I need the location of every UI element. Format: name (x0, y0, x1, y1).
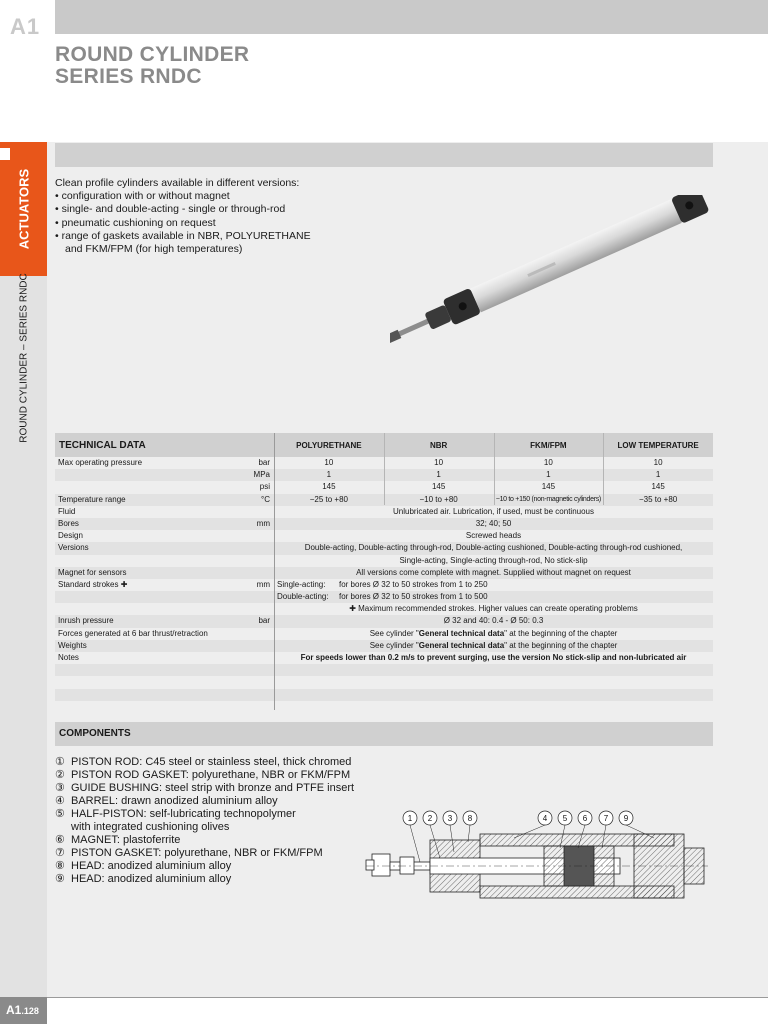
side-subtitle: ROUND CYLINDER – SERIES RNDC (18, 273, 30, 443)
cylinder-section-drawing (364, 808, 716, 912)
component-item: ⑨ HEAD: anodized aluminium alloy (55, 873, 232, 885)
table-row: Double-acting: for bores Ø 32 to 50 strokes from 1 to 500 (55, 591, 713, 603)
page-code: A1 (6, 1003, 22, 1017)
component-item: ⑦ PISTON GASKET: polyurethane, NBR or FKM/FPM (55, 847, 323, 859)
table-row (55, 689, 713, 701)
section-code: A1 (10, 14, 41, 39)
column-header: FKM/FPM (530, 440, 567, 450)
callout-label: 1 (407, 814, 413, 823)
table-row (55, 676, 713, 688)
component-item: ⑤ HALF-PISTON: self-lubricating technopolymer (55, 808, 296, 820)
callout-label: 7 (603, 814, 609, 823)
intro-bullet: • single- and double-acting - single or through-rod (55, 203, 286, 216)
intro-text (55, 177, 315, 256)
table-row: Max operating pressure bar 10 10 10 10 (58, 458, 663, 467)
components-list (55, 756, 355, 886)
table-row: Temperature range °C −25 to +80 −10 to +80 −10 to +150 (non-magnetic cylinders) −35 to +80 (55, 494, 713, 506)
callout-label: 2 (427, 814, 433, 823)
callout-label: 9 (623, 814, 629, 823)
page-title (55, 44, 249, 88)
intro-bullet: • range of gaskets available in NBR, POLYURETHANE and FKM/FPM (for high temperatures) (55, 229, 311, 256)
component-item: ② PISTON ROD GASKET: polyurethane, NBR or FKM/FPM (55, 769, 351, 781)
component-item: ⑥ MAGNET: plastoferrite (55, 834, 181, 846)
table-row: Design Screwed heads (58, 531, 522, 541)
cylinder-product-image (390, 195, 720, 355)
column-header: POLYURETHANE (296, 440, 362, 450)
intro-lead: Clean profile cylinders available in different versions: (55, 177, 300, 189)
footer-rule (47, 997, 768, 998)
table-row: psi 145 145 145 145 (259, 482, 665, 492)
callout-label: 5 (562, 814, 568, 823)
component-item: with integrated cushioning olives (71, 821, 230, 833)
table-row: Inrush pressure bar Ø 32 and 40: 0.4 - Ø 50: 0.3 (55, 615, 713, 627)
components-heading: COMPONENTS (55, 722, 713, 746)
page-number-tag (0, 997, 47, 1024)
title-line-2: SERIES RNDC (55, 65, 202, 88)
column-divider (494, 433, 495, 505)
table-row: MPa 1 1 1 1 (55, 469, 713, 481)
intro-bullet: • pneumatic cushioning on request (55, 216, 216, 229)
component-item: ③ GUIDE BUSHING: steel strip with bronze and PTFE insert (55, 782, 355, 794)
intro-header-bar (55, 143, 713, 167)
callout-label: 3 (447, 814, 453, 823)
technical-data-heading: TECHNICAL DATA (59, 439, 146, 451)
page-number: .128 (21, 1006, 39, 1016)
callout-label: 4 (542, 814, 548, 823)
table-row: Standard strokes ✚ mm Single-acting: for bores Ø 32 to 50 strokes from 1 to 250 (58, 579, 488, 589)
table-row (55, 701, 713, 713)
column-divider (384, 433, 385, 505)
table-row: Notes For speeds lower than 0.2 m/s to prevent surging, use the version No stick-slip and non-lubricated air (58, 653, 687, 662)
table-divider (274, 433, 275, 710)
table-row: Forces generated at 6 bar thrust/retraction See cylinder "General technical data" at the beginning of the chapter (58, 628, 618, 638)
table-row: Bores mm 32; 40; 50 (55, 518, 713, 530)
column-header: NBR (429, 440, 448, 450)
component-item: ④ BARREL: drawn anodized aluminium alloy (55, 795, 278, 807)
intro-bullet: • configuration with or without magnet (55, 190, 230, 203)
title-line-1: ROUND CYLINDER (55, 43, 250, 66)
table-row: Weights See cylinder "General technical data" at the beginning of the chapter (55, 640, 713, 652)
table-row: ✚ Maximum recommended strokes. Higher values can create operating problems (349, 604, 638, 614)
table-row: Fluid Unlubricated air. Lubrication, if used, must be continuous (58, 506, 594, 516)
column-divider (603, 433, 604, 505)
table-row: Single-acting, Single-acting through-rod, No stick-slip (399, 555, 588, 565)
table-row: Magnet for sensors All versions come complete with magnet. Supplied without magnet on request (55, 567, 713, 579)
callout-label: 6 (582, 814, 588, 823)
table-row: Versions Double-acting, Double-acting through-rod, Double-acting cushioned, Double-acting through-rod cushioned, (55, 542, 713, 554)
column-header: LOW TEMPERATURE (617, 440, 699, 450)
actuators-tab-label: ACTUATORS (16, 168, 32, 250)
tab-notch (0, 148, 10, 160)
table-row (55, 664, 713, 676)
callout-label: 8 (467, 814, 473, 823)
header-band (55, 0, 768, 34)
component-item: ⑧ HEAD: anodized aluminium alloy (55, 860, 232, 872)
component-item: ① PISTON ROD: C45 steel or stainless steel, thick chromed (55, 756, 352, 768)
